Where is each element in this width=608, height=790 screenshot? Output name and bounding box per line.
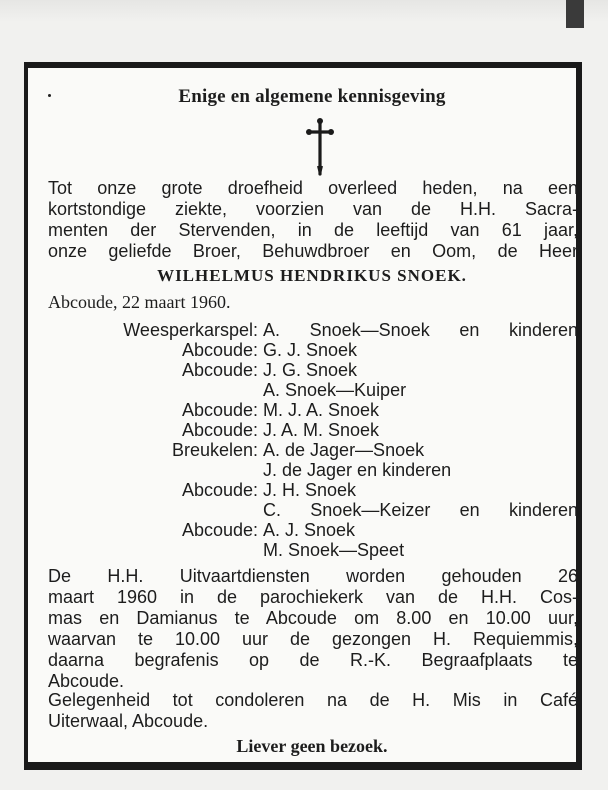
relative-place: Abcoude: (181, 400, 258, 420)
closing-line: Liever geen bezoek. (236, 736, 388, 756)
announcement-line: onze geliefde Broer, Behuwdbroer en Oom, de Heer (48, 241, 578, 261)
relative-row (48, 480, 578, 500)
service-line: waarvan te 10.00 uur de gezongen H. Requiemmis, (48, 629, 578, 649)
funeral-service-text (48, 566, 578, 692)
service-line: maart 1960 in de parochiekerk van de H.H. Cos- (48, 587, 578, 607)
relative-name: M. Snoek—Speet (263, 540, 405, 560)
relative-name: A. Snoek—Kuiper (263, 380, 407, 400)
relative-row (48, 400, 578, 420)
scan-background (0, 0, 608, 22)
relative-place: Weesperkarspel: (123, 320, 258, 340)
relative-row (48, 440, 578, 460)
deceased-name: WILHELMUS HENDRIKUS SNOEK. (157, 266, 467, 285)
relative-name: C. Snoek—Keizer en kinderen (263, 500, 578, 520)
condolence-line: Uiterwaal, Abcoude. (48, 711, 209, 731)
relative-place: Abcoude: (181, 360, 258, 380)
relative-name: A. J. Snoek (263, 520, 356, 540)
relative-name: J. H. Snoek (263, 480, 357, 500)
relative-row (48, 340, 578, 360)
place-date: Abcoude, 22 maart 1960. (48, 292, 231, 312)
relative-name: J. A. M. Snoek (263, 420, 380, 440)
relative-place: Abcoude: (181, 340, 258, 360)
scan-corner-mark (566, 0, 584, 28)
notice-title: Enige en algemene kennisgeving (178, 86, 446, 107)
condolence-text (48, 690, 578, 732)
announcement-line: kortstondige ziekte, voorzien van de H.H. Sacra- (48, 199, 578, 219)
announcement-line: menten der Stervenden, in de leeftijd van 61 jaar, (48, 220, 578, 240)
service-line: Abcoude. (48, 671, 125, 691)
relative-row (48, 360, 578, 380)
service-line: mas en Damianus te Abcoude om 8.00 en 10.00 uur, (48, 608, 578, 628)
relative-row (48, 460, 578, 480)
announcement-line: Tot onze grote droefheid overleed heden, na een (48, 178, 578, 198)
relatives-list (48, 320, 578, 560)
relative-row (48, 380, 578, 400)
service-line: daarna begrafenis op de R.-K. Begraafplaats te (48, 650, 578, 670)
condolence-line: Gelegenheid tot condoleren na de H. Mis in Café (48, 690, 578, 710)
relative-row (48, 520, 578, 540)
relative-place: Abcoude: (181, 520, 258, 540)
relative-name: J. de Jager en kinderen (263, 460, 452, 480)
announcement-text (48, 178, 578, 262)
cross-icon (304, 116, 336, 178)
relative-row (48, 500, 578, 520)
relative-place: Breukelen: (171, 440, 258, 460)
relative-row (48, 540, 578, 560)
relative-row (48, 320, 578, 340)
relative-name: J. G. Snoek (263, 360, 358, 380)
relative-name: G. J. Snoek (263, 340, 358, 360)
relative-place: Abcoude: (181, 480, 258, 500)
relative-name: A. de Jager—Snoek (263, 440, 425, 460)
service-line: De H.H. Uitvaartdiensten worden gehouden 26 (48, 566, 578, 586)
relative-name: A. Snoek—Snoek en kinderen (263, 320, 578, 340)
relative-place: Abcoude: (181, 420, 258, 440)
relative-name: M. J. A. Snoek (263, 400, 380, 420)
death-notice-frame (24, 62, 582, 770)
relative-row (48, 420, 578, 440)
